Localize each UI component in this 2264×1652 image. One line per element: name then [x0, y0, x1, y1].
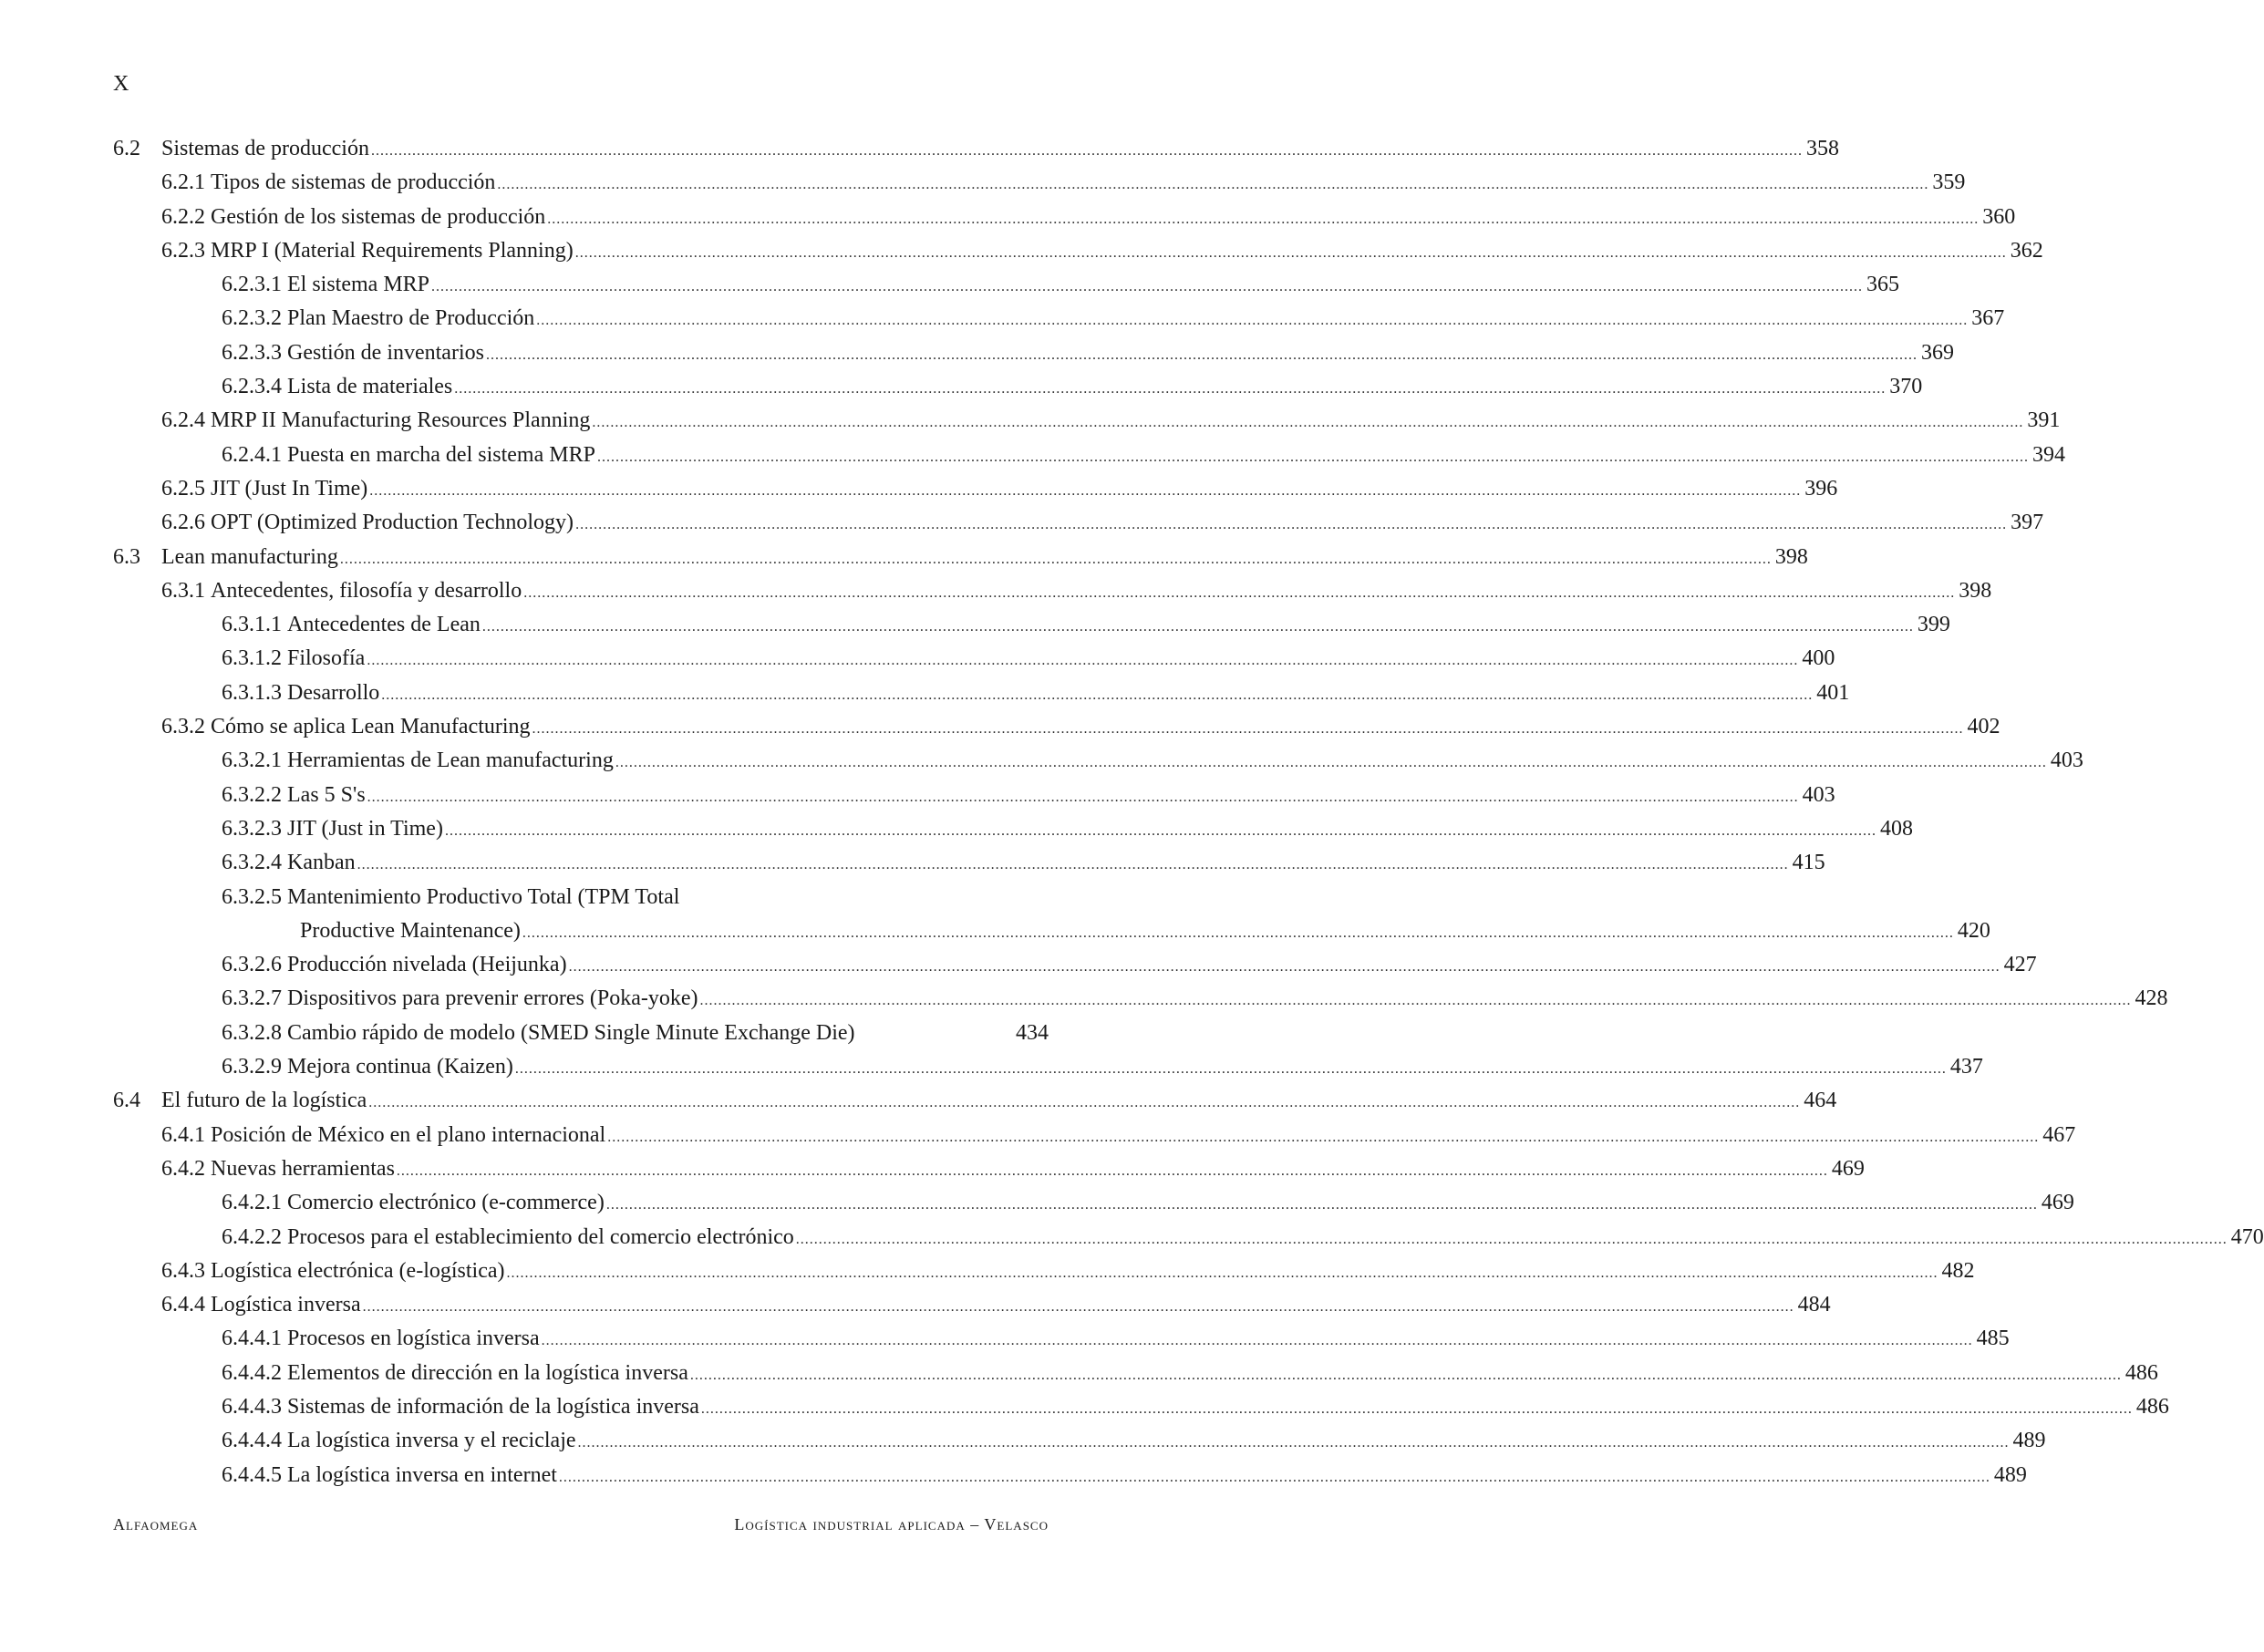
- toc-entry-page: 367: [1971, 306, 2005, 331]
- toc-entry-title: Dispositivos para prevenir errores (Poka-yoke): [287, 986, 698, 1011]
- toc-entry: [113, 613, 1950, 646]
- toc-entry-title: Logística inversa: [211, 1293, 361, 1317]
- toc-entry-page: 420: [1957, 918, 1990, 943]
- toc-entry-title: Tipos de sistemas de producción: [211, 170, 496, 195]
- toc-entry-page: 485: [1976, 1327, 2010, 1351]
- toc-entry-number: 6.4.3: [161, 1258, 205, 1283]
- toc-entry-page: 394: [2031, 442, 2065, 467]
- toc-entry-title: Las 5 S's: [287, 782, 366, 807]
- toc-entry-title: Procesos para el establecimiento del comercio electrónico: [287, 1224, 794, 1249]
- toc-entry: [113, 1394, 2169, 1429]
- toc-leader-dots: [592, 415, 2023, 431]
- toc-entry: [113, 476, 1838, 511]
- toc-entry-number: 6.3.1.3: [222, 680, 282, 705]
- toc-entry: [113, 1360, 2158, 1395]
- toc-leader-dots: [371, 143, 1803, 160]
- toc-entry-number: 6.4.4.5: [222, 1462, 282, 1487]
- toc-entry: [113, 1156, 1865, 1191]
- toc-entry: [113, 1021, 1049, 1055]
- toc-entry: [113, 306, 2005, 340]
- toc-entry: [113, 408, 2061, 442]
- toc-entry-title: Nuevas herramientas: [211, 1156, 395, 1181]
- toc-entry-title: El sistema MRP: [287, 273, 430, 297]
- toc-entry-title: Mantenimiento Productivo Total (TPM Total: [287, 884, 680, 909]
- toc-entry-number: 6.3.2.1: [222, 749, 282, 773]
- toc-entry: [113, 816, 1913, 851]
- toc-entry-page: 359: [1932, 170, 1966, 195]
- toc-entry-title: Sistemas de información de la logística inversa: [287, 1394, 699, 1419]
- toc-entry-page: 398: [1959, 578, 1992, 603]
- toc-entry-title: Mejora continua (Kaizen): [287, 1055, 513, 1079]
- toc-leader-dots: [607, 1130, 2039, 1146]
- toc-entry-title: Gestión de inventarios: [287, 340, 484, 365]
- toc-entry-number: 6.2.4: [161, 408, 205, 433]
- toc-entry: [113, 204, 2016, 239]
- toc-leader-dots: [701, 1401, 2133, 1418]
- toc-entry-number: 6.4.2: [161, 1156, 205, 1181]
- toc-entry-page: 403: [2050, 749, 2083, 773]
- toc-entry-page: 489: [2012, 1429, 2046, 1453]
- toc-entry-title: Antecedentes, filosofía y desarrollo: [211, 578, 522, 603]
- toc-entry: [113, 578, 1992, 613]
- toc-entry-title: Desarrollo: [287, 680, 380, 705]
- toc-entry-number: 6.2.6: [161, 511, 205, 535]
- table-of-contents: [113, 137, 2264, 1497]
- toc-leader-dots: [597, 449, 2029, 466]
- toc-entry-page: 489: [1993, 1462, 2027, 1487]
- toc-entry-page: 362: [2010, 238, 2043, 263]
- toc-entry-number: 6.4.4.3: [222, 1394, 282, 1419]
- toc-entry-title: Cómo se aplica Lean Manufacturing: [211, 715, 531, 739]
- toc-entry: [113, 1462, 2027, 1497]
- toc-entry: [113, 340, 1954, 375]
- toc-entry-page: 434: [1016, 1020, 1049, 1045]
- toc-entry-number: 6.2.4.1: [222, 442, 282, 467]
- toc-entry-number: 6.3.2.4: [222, 851, 282, 875]
- toc-entry-number: 6.4.4.2: [222, 1360, 282, 1385]
- toc-leader-dots: [522, 925, 1954, 942]
- toc-entry-page: 486: [2124, 1360, 2158, 1385]
- toc-entry-number: 6.4.2.2: [222, 1224, 282, 1249]
- toc-entry-number: 6.4.1: [161, 1122, 205, 1147]
- toc-entry-title: Kanban: [287, 851, 356, 875]
- toc-leader-dots: [431, 279, 1863, 295]
- toc-entry-page: 370: [1889, 375, 1923, 399]
- toc-entry-number: 6.2.3: [161, 238, 205, 263]
- toc-leader-dots: [363, 1299, 1794, 1316]
- toc-entry-number: 6.4.4.1: [222, 1327, 282, 1351]
- toc-entry-title: Gestión de los sistemas de producción: [211, 204, 546, 229]
- page-number: X: [113, 72, 129, 96]
- toc-entry-number: 6.3: [113, 544, 140, 569]
- toc-entry: [113, 375, 1923, 408]
- toc-entry: [113, 851, 1825, 884]
- toc-entry-number: 6.3.2.5: [222, 884, 282, 909]
- toc-entry-title: JIT (Just in Time): [287, 816, 443, 841]
- toc-entry-page: 467: [2042, 1122, 2076, 1147]
- toc-entry-page: 399: [1917, 613, 1950, 637]
- toc-leader-dots: [454, 381, 1886, 398]
- toc-entry-page: 397: [2011, 511, 2044, 535]
- toc-entry-title: Plan Maestro de Producción: [287, 306, 535, 331]
- toc-entry-number: 6.2: [113, 137, 140, 160]
- toc-entry-page: 403: [1802, 782, 1835, 807]
- toc-entry-page: 464: [1804, 1089, 1837, 1113]
- toc-entry: [113, 918, 1990, 953]
- toc-entry-title: Lista de materiales: [287, 375, 453, 399]
- toc-entry: [113, 986, 2168, 1020]
- toc-entry: [113, 442, 2065, 477]
- toc-leader-dots: [381, 687, 1813, 704]
- toc-leader-dots: [367, 790, 1799, 806]
- toc-entry-page: 398: [1774, 544, 1808, 569]
- toc-leader-dots: [569, 959, 2000, 976]
- toc-entry-title: Cambio rápido de modelo (SMED Single Minute Exchange Die): [287, 1020, 855, 1045]
- toc-entry-title: Antecedentes de Lean: [287, 613, 481, 637]
- toc-entry-number: 6.3.2.2: [222, 782, 282, 807]
- toc-leader-dots: [690, 1368, 2122, 1384]
- toc-leader-dots: [547, 212, 1979, 228]
- toc-leader-dots: [507, 1265, 1938, 1282]
- toc-entry: [113, 511, 2044, 544]
- toc-entry-title: Comercio electrónico (e-commerce): [287, 1191, 605, 1215]
- toc-entry: [113, 749, 2083, 782]
- toc-entry-title: La logística inversa y el reciclaje: [287, 1429, 576, 1453]
- toc-leader-dots: [578, 1435, 2010, 1451]
- toc-entry-page: 408: [1879, 816, 1913, 841]
- toc-entry-number: 6.3.2.6: [222, 953, 282, 977]
- toc-entry-page: 400: [1802, 646, 1835, 671]
- toc-leader-dots: [515, 1061, 1947, 1078]
- toc-entry-number: 6.2.2: [161, 204, 205, 229]
- toc-entry: [113, 1055, 1983, 1089]
- toc-entry-page: 482: [1941, 1258, 1975, 1283]
- toc-entry-number: 6.3.1.2: [222, 646, 282, 671]
- toc-entry-page: 369: [1920, 340, 1954, 365]
- toc-entry-number: 6.3.2.7: [222, 986, 282, 1011]
- toc-entry-title: Posición de México en el plano internacional: [211, 1122, 606, 1147]
- toc-entry-number: 6.2.5: [161, 476, 205, 501]
- toc-entry: [113, 953, 2037, 986]
- toc-entry-number: 6.4.4.4: [222, 1429, 282, 1453]
- toc-entry: [113, 1191, 2074, 1224]
- toc-entry-title: Filosofía: [287, 646, 366, 671]
- toc-entry-number: 6.3.2.9: [222, 1055, 282, 1079]
- toc-entry-page: 437: [1949, 1055, 1983, 1079]
- toc-entry-page: 402: [1967, 715, 2000, 739]
- toc-leader-dots: [368, 1095, 1800, 1111]
- toc-leader-dots: [606, 1197, 2038, 1213]
- toc-entry-number: 6.2.3.2: [222, 306, 282, 331]
- toc-entry-number: 6.4.2.1: [222, 1191, 282, 1215]
- toc-entry-page: 358: [1805, 137, 1839, 160]
- toc-entry: [113, 1122, 2076, 1157]
- toc-entry: [113, 1258, 1975, 1293]
- toc-leader-dots: [532, 721, 1964, 738]
- toc-leader-dots: [559, 1470, 1990, 1486]
- toc-entry: [113, 715, 2000, 749]
- toc-entry-number: 6.4.4: [161, 1293, 205, 1317]
- toc-entry-page: 365: [1866, 273, 1900, 297]
- toc-leader-dots: [367, 653, 1798, 669]
- toc-leader-dots: [542, 1333, 1973, 1349]
- toc-entry-number: 6.2.3.1: [222, 273, 282, 297]
- toc-entry-number: 6.3.1.1: [222, 613, 282, 637]
- toc-entry: [113, 680, 1850, 715]
- toc-entry-title: Elementos de dirección en la logística inversa: [287, 1360, 688, 1385]
- toc-entry: [113, 273, 1900, 306]
- toc-entry-page: 469: [1831, 1156, 1865, 1181]
- toc-entry-number: 6.3.2.3: [222, 816, 282, 841]
- toc-entry-page: 401: [1816, 680, 1850, 705]
- toc-leader-dots: [575, 517, 2007, 533]
- toc-leader-dots: [445, 823, 1876, 840]
- toc-entry-number: 6.3.1: [161, 578, 205, 603]
- toc-entry: [113, 1293, 1831, 1327]
- toc-leader-dots: [700, 993, 2132, 1009]
- toc-entry-title: Lean manufacturing: [161, 544, 338, 569]
- toc-entry-title: La logística inversa en internet: [287, 1462, 557, 1487]
- toc-entry: [113, 885, 1049, 919]
- toc-entry-title: MRP II Manufacturing Resources Planning: [211, 408, 591, 433]
- toc-entry-page: 360: [1982, 204, 2016, 229]
- toc-entry-page: 427: [2003, 953, 2037, 977]
- toc-entry-page: 396: [1804, 476, 1838, 501]
- toc-entry-title: Producción nivelada (Heijunka): [287, 953, 567, 977]
- toc-entry: [113, 1327, 2010, 1360]
- toc-leader-dots: [536, 313, 1968, 329]
- toc-entry-page: 484: [1797, 1293, 1831, 1317]
- toc-entry-page: 470: [2230, 1224, 2264, 1249]
- toc-leader-dots: [486, 347, 1918, 364]
- footer-book-title: Logística industrial aplicada – Velasco: [734, 1515, 1049, 1533]
- toc-entry-number: 6.2.1: [161, 170, 205, 195]
- toc-entry-title: MRP I (Material Requirements Planning): [211, 238, 574, 263]
- toc-leader-dots: [575, 245, 2007, 262]
- toc-leader-dots: [340, 552, 1772, 568]
- toc-entry-number: 6.3.2.8: [222, 1020, 282, 1045]
- toc-entry: [113, 646, 1835, 680]
- toc-leader-dots: [482, 619, 1914, 635]
- toc-leader-dots: [357, 857, 1789, 873]
- toc-entry: [113, 544, 1808, 579]
- toc-leader-dots: [497, 177, 1928, 193]
- toc-leader-dots: [796, 1232, 2228, 1248]
- toc-entry-page: 469: [2041, 1191, 2074, 1215]
- toc-entry: [113, 1089, 1837, 1122]
- toc-entry: [113, 1429, 2046, 1462]
- toc-entry: [113, 137, 1839, 170]
- toc-entry-title: Logística electrónica (e-logística): [211, 1258, 505, 1283]
- toc-leader-dots: [615, 755, 2047, 771]
- toc-entry-page: 486: [2135, 1394, 2169, 1419]
- toc-entry-title: El futuro de la logística: [161, 1089, 367, 1113]
- toc-entry-number: 6.2.3.3: [222, 340, 282, 365]
- toc-entry-number: 6.4: [113, 1089, 140, 1113]
- toc-entry-title: Puesta en marcha del sistema MRP: [287, 442, 595, 467]
- toc-leader-dots: [397, 1163, 1828, 1180]
- toc-leader-dots: [523, 585, 1955, 602]
- toc-entry-title: OPT (Optimized Production Technology): [211, 511, 574, 535]
- toc-entry: [113, 238, 2043, 273]
- toc-entry: [113, 782, 1835, 817]
- footer-publisher: Alfaomega: [113, 1515, 199, 1533]
- toc-entry: [113, 1224, 2264, 1259]
- toc-entry-page: 428: [2135, 986, 2168, 1011]
- toc-entry-page: 415: [1792, 851, 1825, 875]
- toc-entry-title: Productive Maintenance): [300, 918, 521, 943]
- page-footer: [113, 1515, 1049, 1534]
- toc-entry-page: 391: [2027, 408, 2061, 433]
- toc-entry: [113, 170, 1966, 204]
- toc-entry-title: Sistemas de producción: [161, 137, 369, 160]
- toc-entry-title: Procesos en logística inversa: [287, 1327, 540, 1351]
- toc-entry-title: Herramientas de Lean manufacturing: [287, 749, 614, 773]
- toc-entry-title: JIT (Just In Time): [211, 476, 368, 501]
- toc-leader-dots: [369, 483, 1801, 500]
- toc-entry-number: 6.2.3.4: [222, 375, 282, 399]
- toc-entry-number: 6.3.2: [161, 715, 205, 739]
